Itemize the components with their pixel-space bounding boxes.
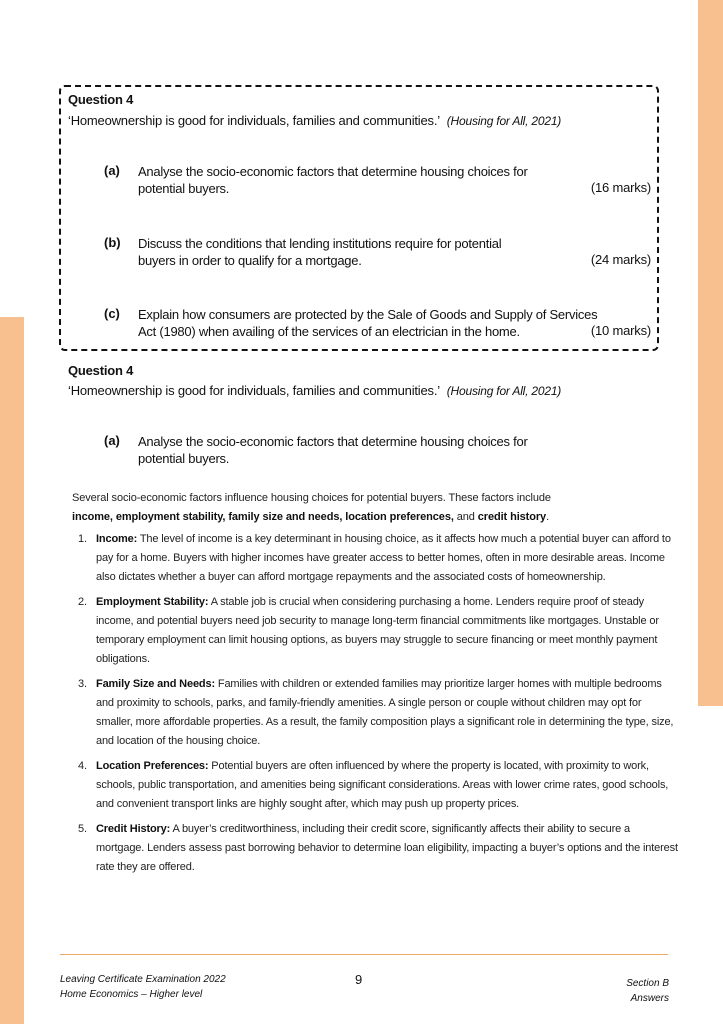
answer-intro-end: . — [546, 511, 550, 523]
answer-item-heading: Credit History: — [96, 823, 171, 835]
answer-part-a-label: (a) — [104, 433, 120, 448]
answer-item-text: A stable job is crucial when considering purchasing a home. Lenders require proof of steady income, and potential buyers need job security to manage long-term financial commitments like mortgages. Unstable or temporary employment can limit housing options, as buyers may struggle to secure financing or meet monthly payment obligations. — [96, 596, 659, 665]
answer-question-quote — [68, 383, 561, 398]
answer-question-title: Question 4 — [68, 363, 134, 378]
part-c-line1: Explain how consumers are protected by the Sale of Goods and Supply of Services — [138, 307, 598, 322]
accent-bar-right — [698, 0, 723, 706]
answer-part-a-line2: potential buyers. — [138, 451, 230, 466]
quote-text: ‘Homeownership is good for individuals, families and communities.’ — [68, 113, 440, 128]
answer-item-heading: Location Preferences: — [96, 760, 209, 772]
accent-bar-left — [0, 317, 24, 1024]
part-b-marks: (24 marks) — [590, 252, 651, 267]
answer-item-heading: Income: — [96, 533, 138, 545]
answer-item-number: 4. — [78, 760, 87, 772]
part-b-line1: Discuss the conditions that lending institutions require for potential — [138, 236, 502, 251]
answer-quote-source: (Housing for All, 2021) — [446, 384, 562, 398]
answer-part-a-line1: Analyse the socio-economic factors that determine housing choices for — [138, 434, 528, 449]
answer-item-text: Potential buyers are often influenced by where the property is located, with proximity to work, schools, public transportation, and amenities being significant considerations. Areas with lower crime rates, good schools, and convenient transport links are highly sought after, which may push up property prices. — [96, 760, 669, 810]
part-a-marks: (16 marks) — [590, 180, 651, 195]
answer-item-heading: Employment Stability: — [96, 596, 209, 608]
answer-intro-bold1: income, employment stability, family size and needs, location preferences, — [72, 511, 454, 523]
answer-intro-plain: Several socio-economic factors influence housing choices for potential buyers. These factors include — [72, 492, 551, 504]
footer-divider — [60, 954, 668, 955]
part-a-text — [138, 163, 528, 197]
answer-item-number: 1. — [78, 533, 87, 545]
part-b-label: (b) — [104, 235, 121, 250]
answer-item-text: A buyer’s creditworthiness, including their credit score, significantly affects their ability to secure a mortgage. Lenders assess past borrowing behavior to determine loan eligibility, impacting a buyer’s options and the interest rate they are offered. — [96, 823, 678, 873]
answer-item-employment — [78, 593, 678, 669]
answer-item-number: 5. — [78, 823, 87, 835]
question-quote — [68, 113, 561, 128]
part-c-marks: (10 marks) — [590, 323, 651, 338]
footer-subject: Home Economics – Higher level — [60, 989, 203, 1000]
part-b-text — [138, 235, 501, 269]
question-title: Question 4 — [68, 92, 134, 107]
part-c-label: (c) — [104, 306, 120, 321]
answer-list — [78, 530, 678, 883]
footer-left — [60, 972, 226, 1002]
answer-item-credit — [78, 820, 678, 877]
answer-item-heading: Family Size and Needs: — [96, 678, 215, 690]
answer-intro — [72, 489, 672, 527]
part-a-line2: potential buyers. — [138, 181, 230, 196]
page-number: 9 — [355, 972, 363, 987]
answer-item-income — [78, 530, 678, 587]
part-b-line2: buyers in order to qualify for a mortgage. — [138, 253, 362, 268]
part-a-line1: Analyse the socio-economic factors that determine housing choices for — [138, 164, 528, 179]
answer-intro-and: and — [453, 511, 478, 523]
part-c-text — [138, 306, 597, 340]
answer-part-a-text — [138, 433, 528, 467]
answer-quote-text: ‘Homeownership is good for individuals, families and communities.’ — [68, 383, 440, 398]
answer-item-number: 3. — [78, 678, 87, 690]
footer-section: Section B — [626, 978, 669, 989]
footer-exam-title: Leaving Certificate Examination 2022 — [60, 974, 226, 985]
footer-answers-label: Answers — [630, 993, 669, 1004]
answer-intro-bold2: credit history — [477, 511, 547, 523]
footer-right — [626, 976, 669, 1006]
quote-source: (Housing for All, 2021) — [446, 114, 562, 128]
answer-item-text: Families with children or extended families may prioritize larger homes with multiple bedrooms and proximity to schools, parks, and family-friendly amenities. A single person or couple without children may opt for smaller, more affordable properties. As a result, the family composition plays a significant role in determining the type, size, and location of the housing choice. — [96, 678, 674, 747]
answer-item-number: 2. — [78, 596, 87, 608]
answer-item-location — [78, 757, 678, 814]
answer-item-family — [78, 675, 678, 751]
part-a-label: (a) — [104, 163, 120, 178]
answer-item-text: The level of income is a key determinant in housing choice, as it affects how much a potential buyer can afford to pay for a home. Buyers with higher incomes have greater access to better homes, often in more desirable areas. Income also dictates whether a buyer can afford mortgage repayments and the associated costs of homeownership. — [96, 533, 671, 583]
part-c-line2: Act (1980) when availing of the services of an electrician in the home. — [138, 324, 520, 339]
